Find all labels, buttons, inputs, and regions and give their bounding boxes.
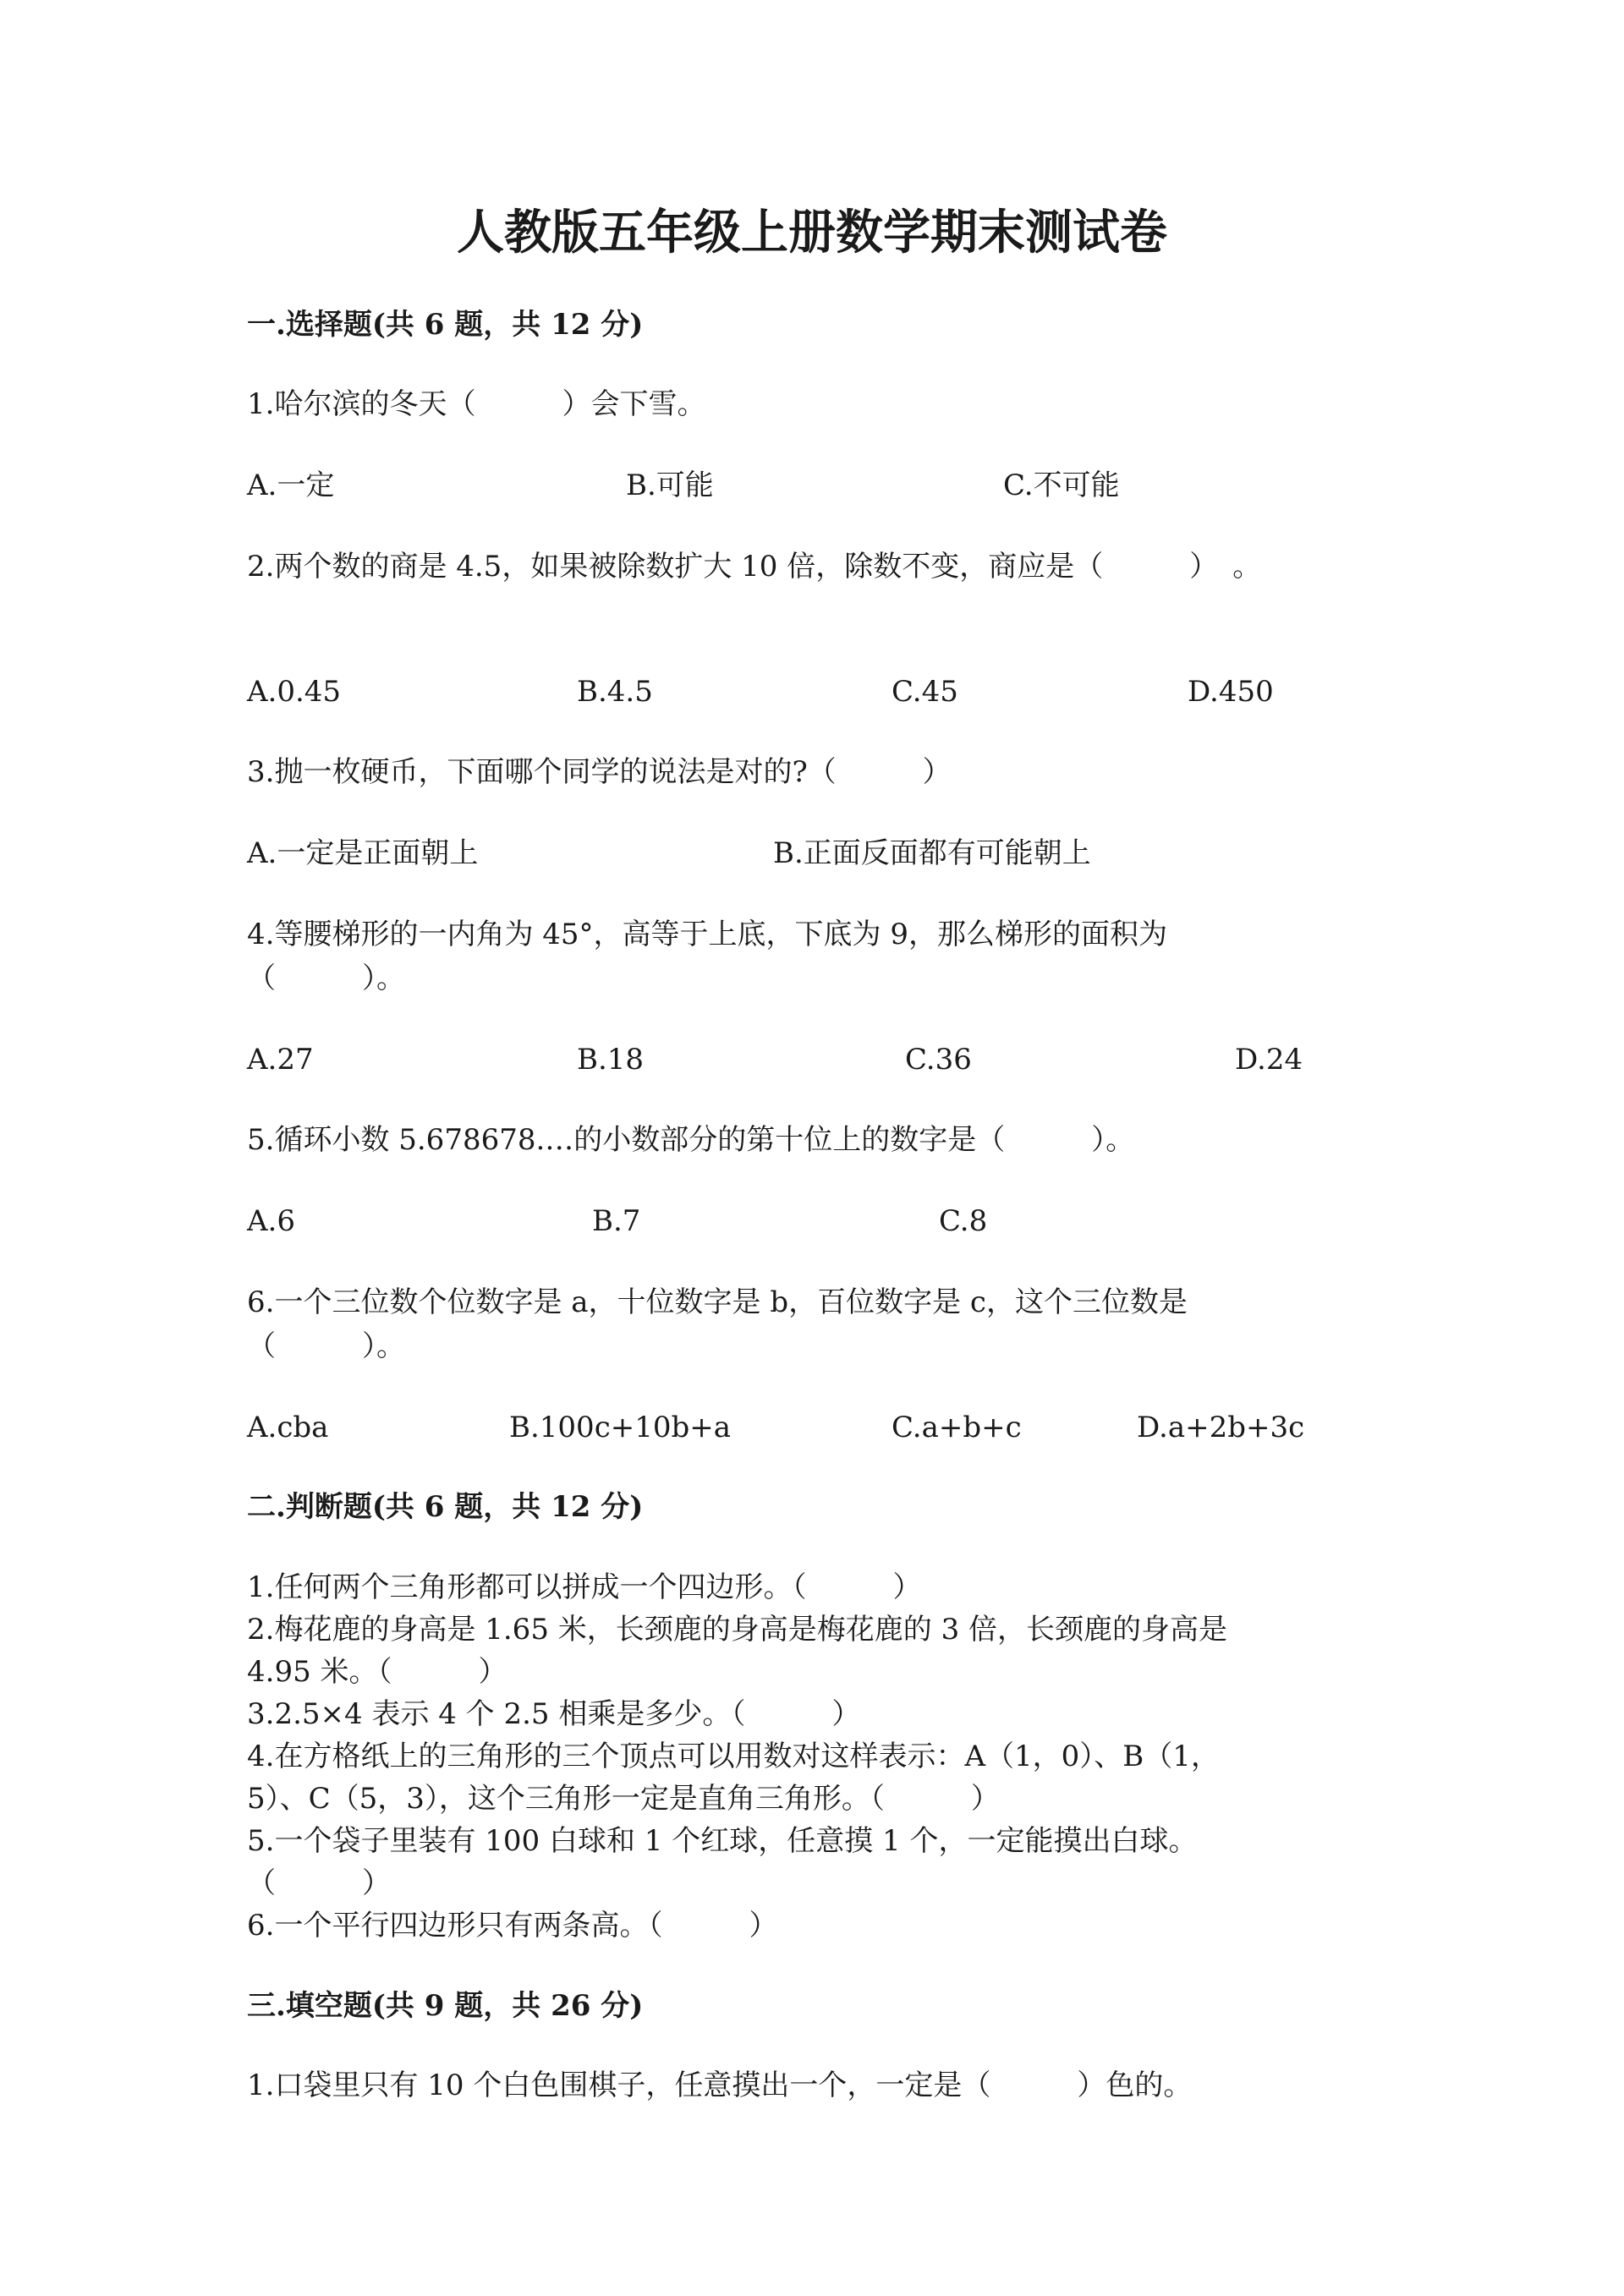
q4-option-c: C.36 [905,1043,972,1077]
q3-option-a: A.一定是正面朝上 [247,836,479,870]
q4-stem-line2: （ ）。 [247,962,405,995]
q3-option-b: B.正面反面都有可能朝上 [773,836,1091,870]
judge-line: 4.在方格纸上的三角形的三个顶点可以用数对这样表示：A（1，0）、B（1， [247,1740,1220,1773]
q3-stem: 3.抛一枚硬币，下面哪个同学的说法是对的?（ ） [247,755,952,789]
q5-option-a: A.6 [247,1204,295,1238]
judge-line: 1.任何两个三角形都可以拼成一个四边形。（ ） [247,1570,922,1604]
section-2-heading: 二.判断题(共 6 题，共 12 分) [247,1490,644,1524]
q2-option-b: B.4.5 [577,675,653,709]
q4-option-a: A.27 [247,1043,314,1077]
q6-option-c: C.a+b+c [892,1411,1022,1444]
section-3-heading: 三.填空题(共 9 题，共 26 分) [247,1989,644,2023]
q2-option-c: C.45 [892,675,958,709]
q2-stem: 2.两个数的商是 4.5，如果被除数扩大 10 倍，除数不变，商应是（ ） 。 [247,550,1262,584]
page-title: 人教版五年级上册数学期末测试卷 [457,205,1167,260]
judge-line: 5）、C（5，3），这个三角形一定是直角三角形。（ ） [247,1782,1000,1816]
judge-line: 6.一个平行四边形只有两条高。（ ） [247,1909,778,1943]
q6-option-a: A.cba [247,1411,329,1444]
q1-option-b: B.可能 [626,469,714,502]
q5-option-b: B.7 [592,1204,641,1238]
q6-option-d: D.a+2b+3c [1137,1411,1305,1444]
q4-option-d: D.24 [1235,1043,1303,1077]
q1-option-a: A.一定 [247,469,335,502]
judge-line: 4.95 米。（ ） [247,1655,508,1689]
q4-option-b: B.18 [577,1043,645,1077]
q1-option-c: C.不可能 [1003,469,1120,502]
section-1-heading: 一.选择题(共 6 题，共 12 分) [247,308,644,342]
q4-stem-line1: 4.等腰梯形的一内角为 45°，高等于上底，下底为 9，那么梯形的面积为 [247,918,1167,951]
judge-line: （ ） [247,1866,391,1900]
q2-option-d: D.450 [1188,675,1274,709]
q1-stem: 1.哈尔滨的冬天（ ）会下雪。 [247,387,706,421]
judge-line: 2.梅花鹿的身高是 1.65 米，长颈鹿的身高是梅花鹿的 3 倍，长颈鹿的身高是 [247,1613,1228,1647]
q2-option-a: A.0.45 [247,675,342,709]
q6-stem-line2: （ ）。 [247,1329,405,1363]
q6-option-b: B.100c+10b+a [509,1411,732,1444]
q5-stem: 5.循环小数 5.678678.…的小数部分的第十位上的数字是（ ）。 [247,1123,1135,1157]
q5-option-c: C.8 [939,1204,988,1238]
q6-stem-line1: 6.一个三位数个位数字是 a，十位数字是 b，百位数字是 c，这个三位数是 [247,1285,1188,1319]
judge-line: 5.一个袋子里装有 100 白球和 1 个红球，任意摸 1 个，一定能摸出白球。 [247,1824,1198,1858]
judge-line: 3.2.5×4 表示 4 个 2.5 相乘是多少。（ ） [247,1697,861,1731]
fill-q1: 1.口袋里只有 10 个白色围棋子，任意摸出一个，一定是（ ）色的。 [247,2069,1193,2102]
